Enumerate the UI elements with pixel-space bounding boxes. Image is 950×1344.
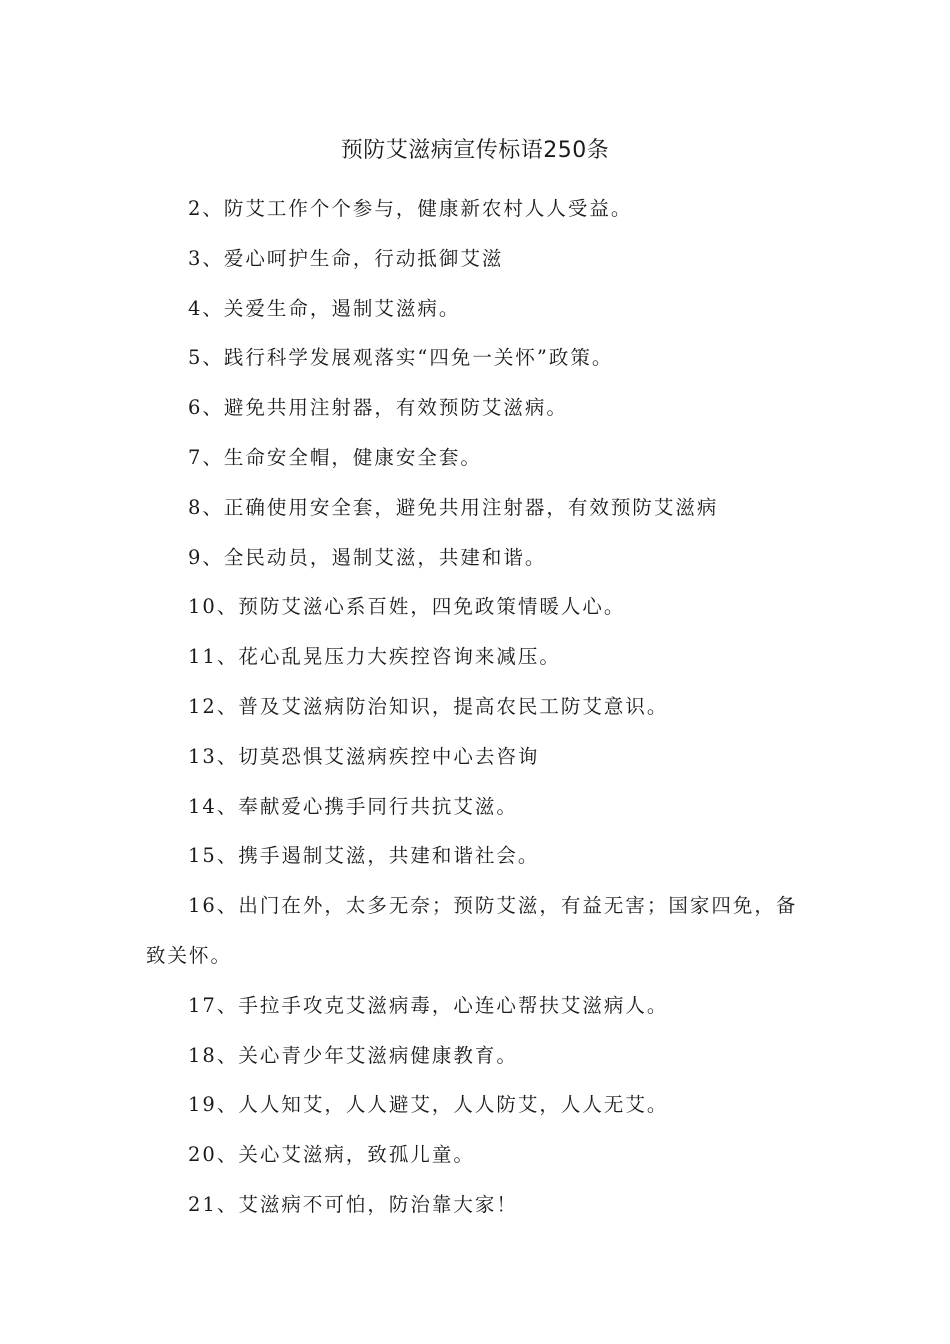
list-item: 17、手拉手攻克艾滋病毒，心连心帮扶艾滋病人。 (188, 993, 669, 1017)
list-item: 5、践行科学发展观落实“四免一关怀”政策。 (188, 346, 614, 370)
list-item: 9、全民动员，遏制艾滋，共建和谐。 (188, 545, 547, 569)
list-item: 21、艾滋病不可怕，防治靠大家！ (188, 1192, 518, 1216)
list-item: 4、关爱生命，遏制艾滋病。 (188, 296, 461, 320)
list-item: 13、切莫恐惧艾滋病疾控中心去咨询 (188, 744, 540, 768)
list-item: 8、正确使用安全套，避免共用注射器，有效预防艾滋病 (188, 495, 719, 519)
list-item: 3、爱心呵护生命，行动抵御艾滋 (188, 246, 504, 270)
document-title: 预防艾滋病宣传标语250条 (340, 138, 610, 163)
slogan-list (146, 184, 806, 1230)
list-item: 12、普及艾滋病防治知识，提高农民工防艾意识。 (188, 694, 669, 718)
list-item: 14、奉献爱心携手同行共抗艾滋。 (188, 794, 518, 818)
list-item: 18、关心青少年艾滋病健康教育。 (188, 1043, 518, 1067)
list-item: 15、携手遏制艾滋，共建和谐社会。 (188, 844, 540, 868)
list-item: 19、人人知艾，人人避艾，人人防艾，人人无艾。 (188, 1093, 669, 1117)
list-item: 2、防艾工作个个参与，健康新农村人人受益。 (188, 197, 633, 220)
list-item: 11、花心乱晃压力大疾控咨询来减压。 (188, 645, 561, 669)
list-item: 20、关心艾滋病，致孤儿童。 (188, 1143, 475, 1167)
list-item: 6、避免共用注射器，有效预防艾滋病。 (188, 396, 568, 420)
list-item: 16、出门在外，太多无奈；预防艾滋，有益无害；国家四免，备致关怀。 (146, 894, 798, 967)
list-item: 10、预防艾滋心系百姓，四免政策情暖人心。 (188, 595, 626, 619)
list-item: 7、生命安全帽，健康安全套。 (188, 445, 482, 469)
